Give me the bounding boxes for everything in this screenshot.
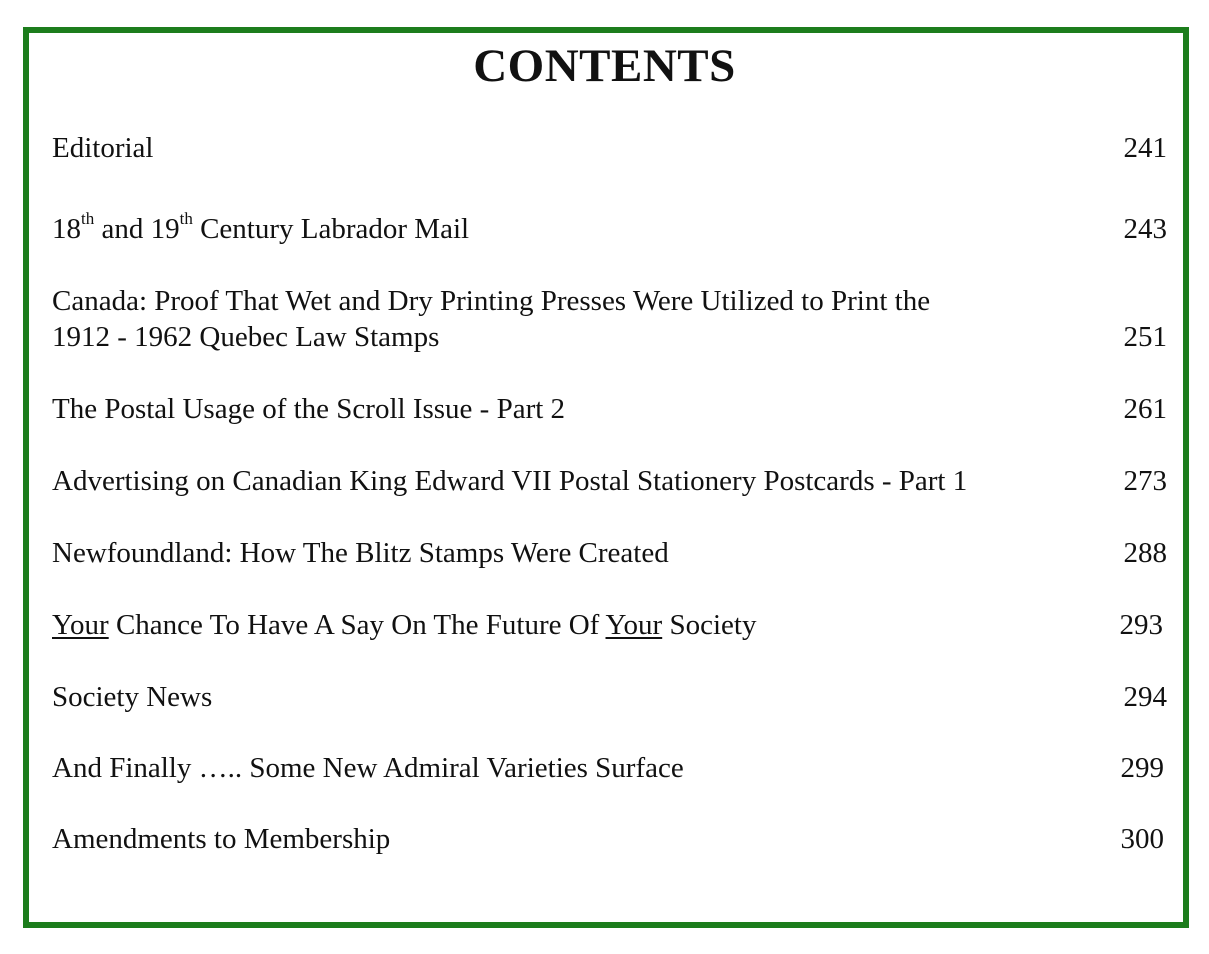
- toc-entry-society-news[interactable]: [52, 679, 1167, 715]
- toc-entry-page: 243: [1123, 213, 1167, 245]
- toc-entry-membership-amendments[interactable]: [52, 821, 1164, 857]
- toc-entry-page: 293: [1119, 609, 1163, 641]
- toc-entry-labrador-mail[interactable]: [52, 211, 1167, 247]
- toc-entry-page: 300: [1120, 823, 1164, 855]
- toc-entry-admiral-varieties[interactable]: [52, 750, 1164, 786]
- toc-entry-title: The Postal Usage of the Scroll Issue - Part 2: [52, 393, 566, 425]
- toc-entry-king-edward-postcards[interactable]: [52, 463, 1167, 499]
- toc-entry-title: Advertising on Canadian King Edward VII Postal Stationery Postcards - Part 1: [52, 465, 968, 497]
- toc-entry-page: 294: [1123, 681, 1167, 713]
- toc-entry-page: 241: [1123, 132, 1167, 164]
- toc-entry-title: Editorial: [52, 132, 154, 164]
- toc-entry-society-future[interactable]: [52, 607, 1163, 643]
- toc-entry-title: 18th and 19th Century Labrador Mail: [52, 209, 470, 245]
- toc-entry-page: 288: [1123, 537, 1167, 569]
- toc-entry-scroll-issue[interactable]: [52, 391, 1167, 427]
- toc-entry-title: Amendments to Membership: [52, 823, 391, 855]
- toc-entry-blitz-stamps[interactable]: [52, 535, 1167, 571]
- toc-entry-title: Your Chance To Have A Say On The Future Of Your Society: [52, 609, 757, 641]
- toc-entry-title: Society News: [52, 681, 213, 713]
- toc-entry-page: 273: [1123, 465, 1167, 497]
- toc-entry-title: And Finally ….. Some New Admiral Varieties Surface: [52, 752, 684, 784]
- page-title: CONTENTS: [473, 40, 736, 92]
- toc-entry-title: Newfoundland: How The Blitz Stamps Were Created: [52, 537, 669, 569]
- toc-entry-editorial[interactable]: [52, 130, 1167, 166]
- toc-entry-page: 261: [1123, 393, 1167, 425]
- toc-entry-quebec-law-stamps[interactable]: [52, 283, 1167, 355]
- toc-entry-page: 251: [1123, 321, 1167, 353]
- toc-entry-page: 299: [1120, 752, 1164, 784]
- toc-entry-title-line1: Canada: Proof That Wet and Dry Printing Presses Were Utilized to Print the: [52, 285, 931, 317]
- toc-entry-title-line2: 1912 - 1962 Quebec Law Stamps: [52, 321, 440, 353]
